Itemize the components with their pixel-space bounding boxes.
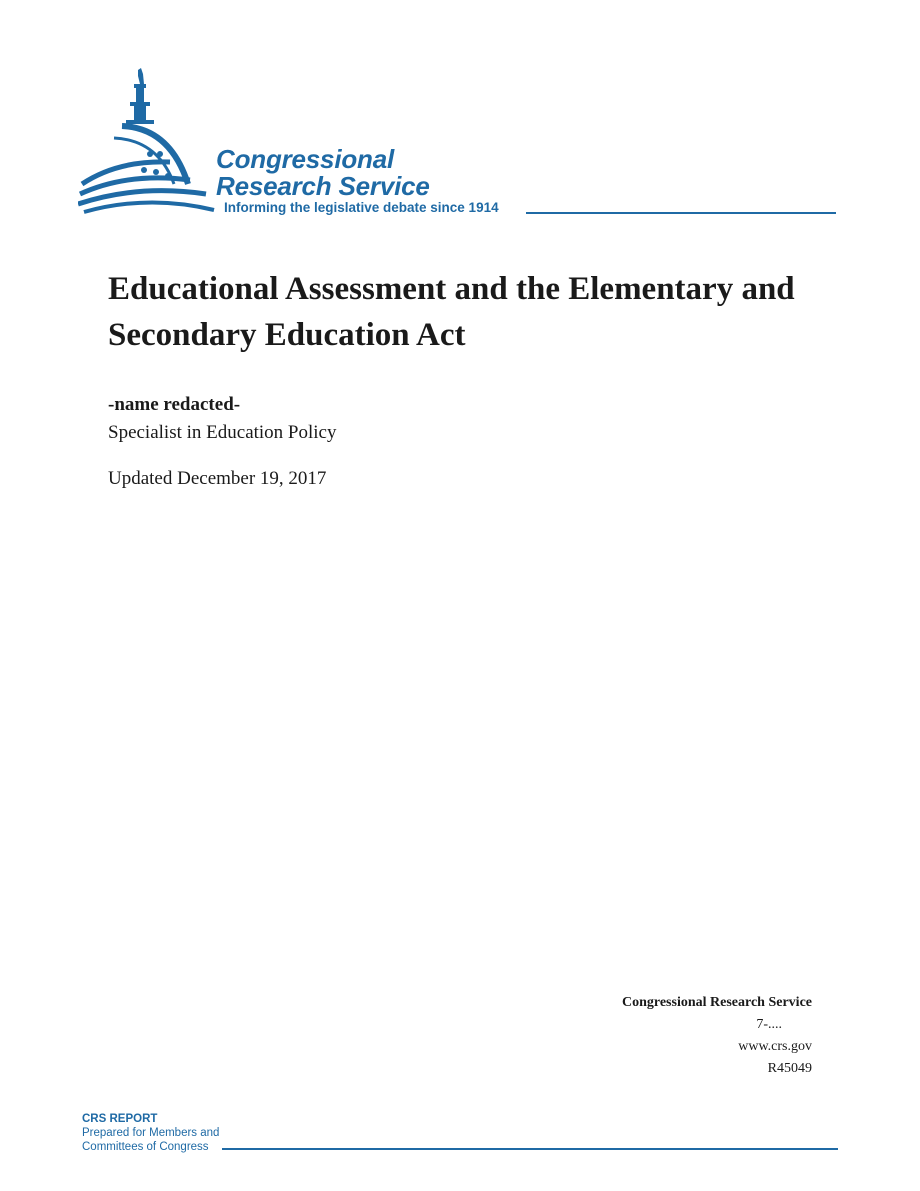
crs-logo [78,66,838,226]
logo-name-line1: Congressional [216,144,394,174]
contact-phone: 7-.... [756,1017,782,1032]
footer [82,1112,838,1154]
author-name: -name redacted- [108,394,241,415]
author-role: Specialist in Education Policy [108,422,337,443]
footer-divider [222,1148,838,1150]
capitol-dome-icon [78,66,228,226]
logo-wordmark [216,146,430,200]
footer-line2: Committees of Congress [82,1141,209,1153]
contact-org: Congressional Research Service [621,995,812,1010]
contact-website[interactable]: www.crs.gov [738,1039,812,1054]
report-date: Updated December 19, 2017 [108,468,327,489]
footer-label: CRS REPORT [82,1113,158,1125]
report-title: Educational Assessment and the Elementary and Secondary Education Act [108,271,795,353]
logo-name-line2: Research Service [216,171,430,201]
footer-line1: Prepared for Members and [82,1127,220,1139]
contact-block [622,992,812,1080]
header-divider [526,212,836,214]
report-number: R45049 [767,1061,812,1076]
logo-tagline: Informing the legislative debate since 1914 [224,200,499,215]
